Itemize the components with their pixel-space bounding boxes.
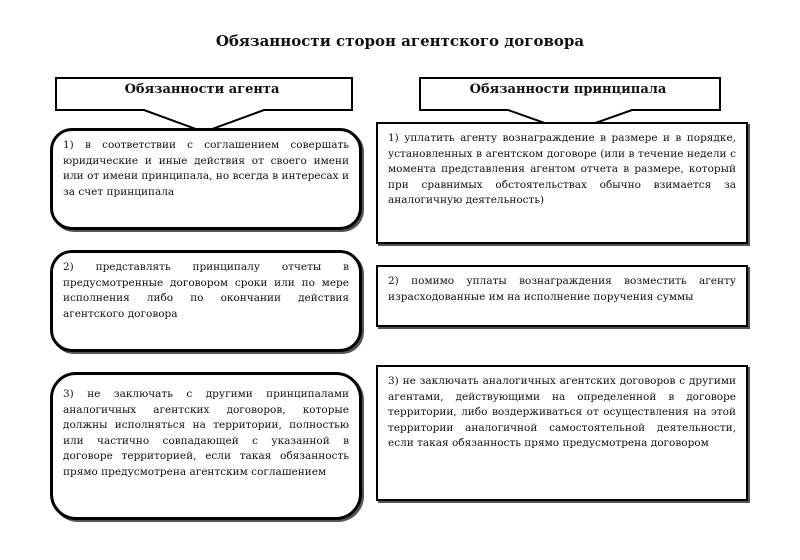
agent-duty-2: 2) представлять принципалу отчеты в предусмотренные договором сроки или по мере исполнения либо по окончании действия агентского договора [50, 250, 362, 352]
principal-duty-1: 1) уплатить агенту вознаграждение в размере и в порядке, установленных в агентском договоре (или в течение недели с момента представления агентом отчета в размере, который при сравнимых обстоятельствах обычно взимается за аналогичную деятельность) [376, 122, 748, 244]
agent-duty-3: 3) не заключать с другими принципалами аналогичных агентских договоров, которые должны исполняться на территории, полностью или частично совпадающей с указанной в договоре территорией, если такая обязанность прямо предусмотрена агентским соглашением [50, 372, 362, 520]
agent-duty-1: 1) в соответствии с соглашением совершать юридические и иные действия от своего имени или от имени принципала, но всегда в интересах и за счет принципала [50, 128, 362, 230]
principal-duty-3: 3) не заключать аналогичных агентских договоров с другими агентами, действующими на определенной в договоре территории, либо воздерживаться от осуществления на этой территории аналогичной самостоятельной деятельности, если такая обязанность прямо предусмотрена договором [376, 365, 748, 501]
principal-duty-2: 2) помимо уплаты вознаграждения возместить агенту израсходованные им на исполнение поручения суммы [376, 265, 748, 327]
agent-duties-header: Обязанности агента [124, 82, 280, 97]
diagram-title: Обязанности сторон агентского договора [215, 32, 585, 50]
principal-duties-header: Обязанности принципала [469, 82, 667, 97]
